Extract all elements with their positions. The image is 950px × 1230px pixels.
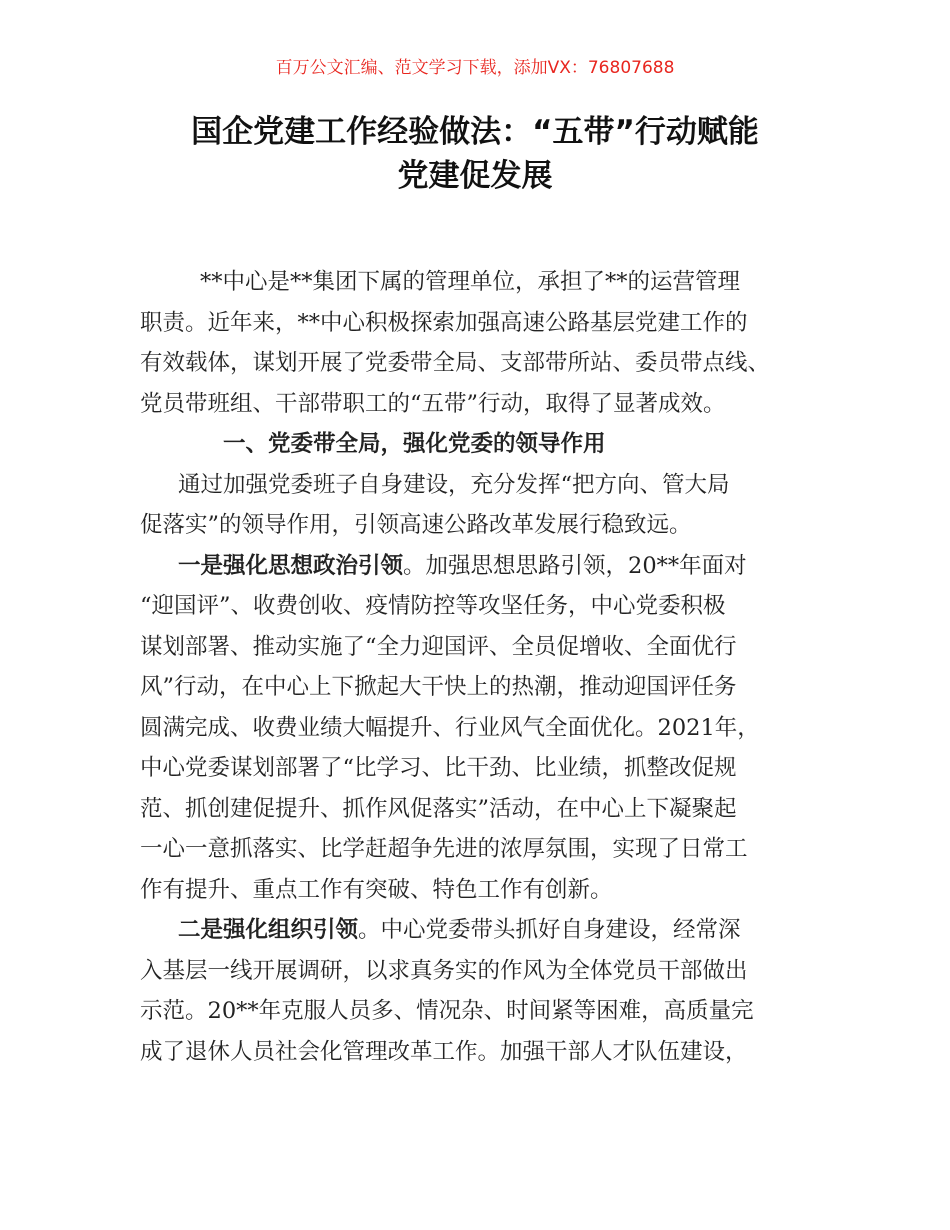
- section-summary-paragraph: [140, 465, 820, 546]
- paragraph-line: 范、抓创建促提升、抓作风促落实”活动，在中心上下凝聚起: [140, 795, 737, 822]
- header-note: 百万公文汇编、范文学习下载，添加VX：76807688: [275, 58, 675, 78]
- paragraph-line: [140, 910, 820, 951]
- point-text: 。加强思想思路引领，20**年面对: [403, 552, 747, 579]
- point-one-paragraph: [140, 546, 820, 911]
- paragraph-line: 成了退休人员社会化管理改革工作。加强干部人才队伍建设，: [140, 1038, 748, 1065]
- point-lead: 二是强化组织引领: [178, 917, 359, 943]
- intro-paragraph: [140, 262, 820, 424]
- paragraph-line: “迎国评”、收费创收、疫情防控等攻坚任务，中心党委积极: [140, 593, 726, 619]
- paragraph-line: 职责。近年来，**中心积极探索加强高速公路基层党建工作的: [140, 309, 748, 336]
- paragraph-line: 作有提升、重点工作有突破、特色工作有创新。: [140, 876, 613, 903]
- title-line-2: 党建促发展: [397, 158, 553, 194]
- point-two-paragraph: [140, 910, 820, 1072]
- paragraph-line: 中心党委谋划部署了“比学习、比干劲、比业绩，抓整改促规: [140, 755, 737, 781]
- paragraph-line: 圆满完成、收费业绩大幅提升、行业风气全面优化。2021年，: [140, 714, 760, 741]
- point-lead: 一是强化思想政治引领: [178, 552, 404, 579]
- paragraph-line: 风”行动，在中心上下掀起大干快上的热潮，推动迎国评任务: [140, 674, 737, 700]
- paragraph-line: 示范。20**年克服人员多、情况杂、时间紧等困难，高质量完: [140, 998, 754, 1024]
- document-body: [140, 262, 820, 1072]
- section-heading: 一、党委带全局，强化党委的领导作用: [223, 431, 606, 457]
- paragraph-line: 党员带班组、干部带职工的“五带”行动，取得了显著成效。: [140, 390, 726, 417]
- paragraph-line: 有效载体，谋划开展了党委带全局、支部带所站、委员带点线、: [140, 350, 771, 376]
- paragraph-line: [140, 546, 820, 587]
- paragraph-line: 通过加强党委班子自身建设，充分发挥“把方向、管大局: [178, 471, 730, 498]
- paragraph-line: 入基层一线开展调研，以求真务实的作风为全体党员干部做出: [140, 957, 748, 984]
- paragraph-line: 谋划部署、推动实施了“全力迎国评、全员促增收、全面优行: [140, 633, 737, 660]
- title-line-1: 国企党建工作经验做法：“五带”行动赋能: [191, 114, 759, 150]
- document-title: [100, 110, 850, 198]
- paragraph-line: 促落实”的领导作用，引领高速公路改革发展行稳致远。: [140, 512, 692, 538]
- point-text: 。中心党委带头抓好自身建设，经常深: [358, 917, 741, 943]
- paragraph-line: **中心是**集团下属的管理单位，承担了**的运营管理: [200, 269, 741, 295]
- paragraph-line: 一心一意抓落实、比学赶超争先进的浓厚氛围，实现了日常工: [140, 836, 748, 862]
